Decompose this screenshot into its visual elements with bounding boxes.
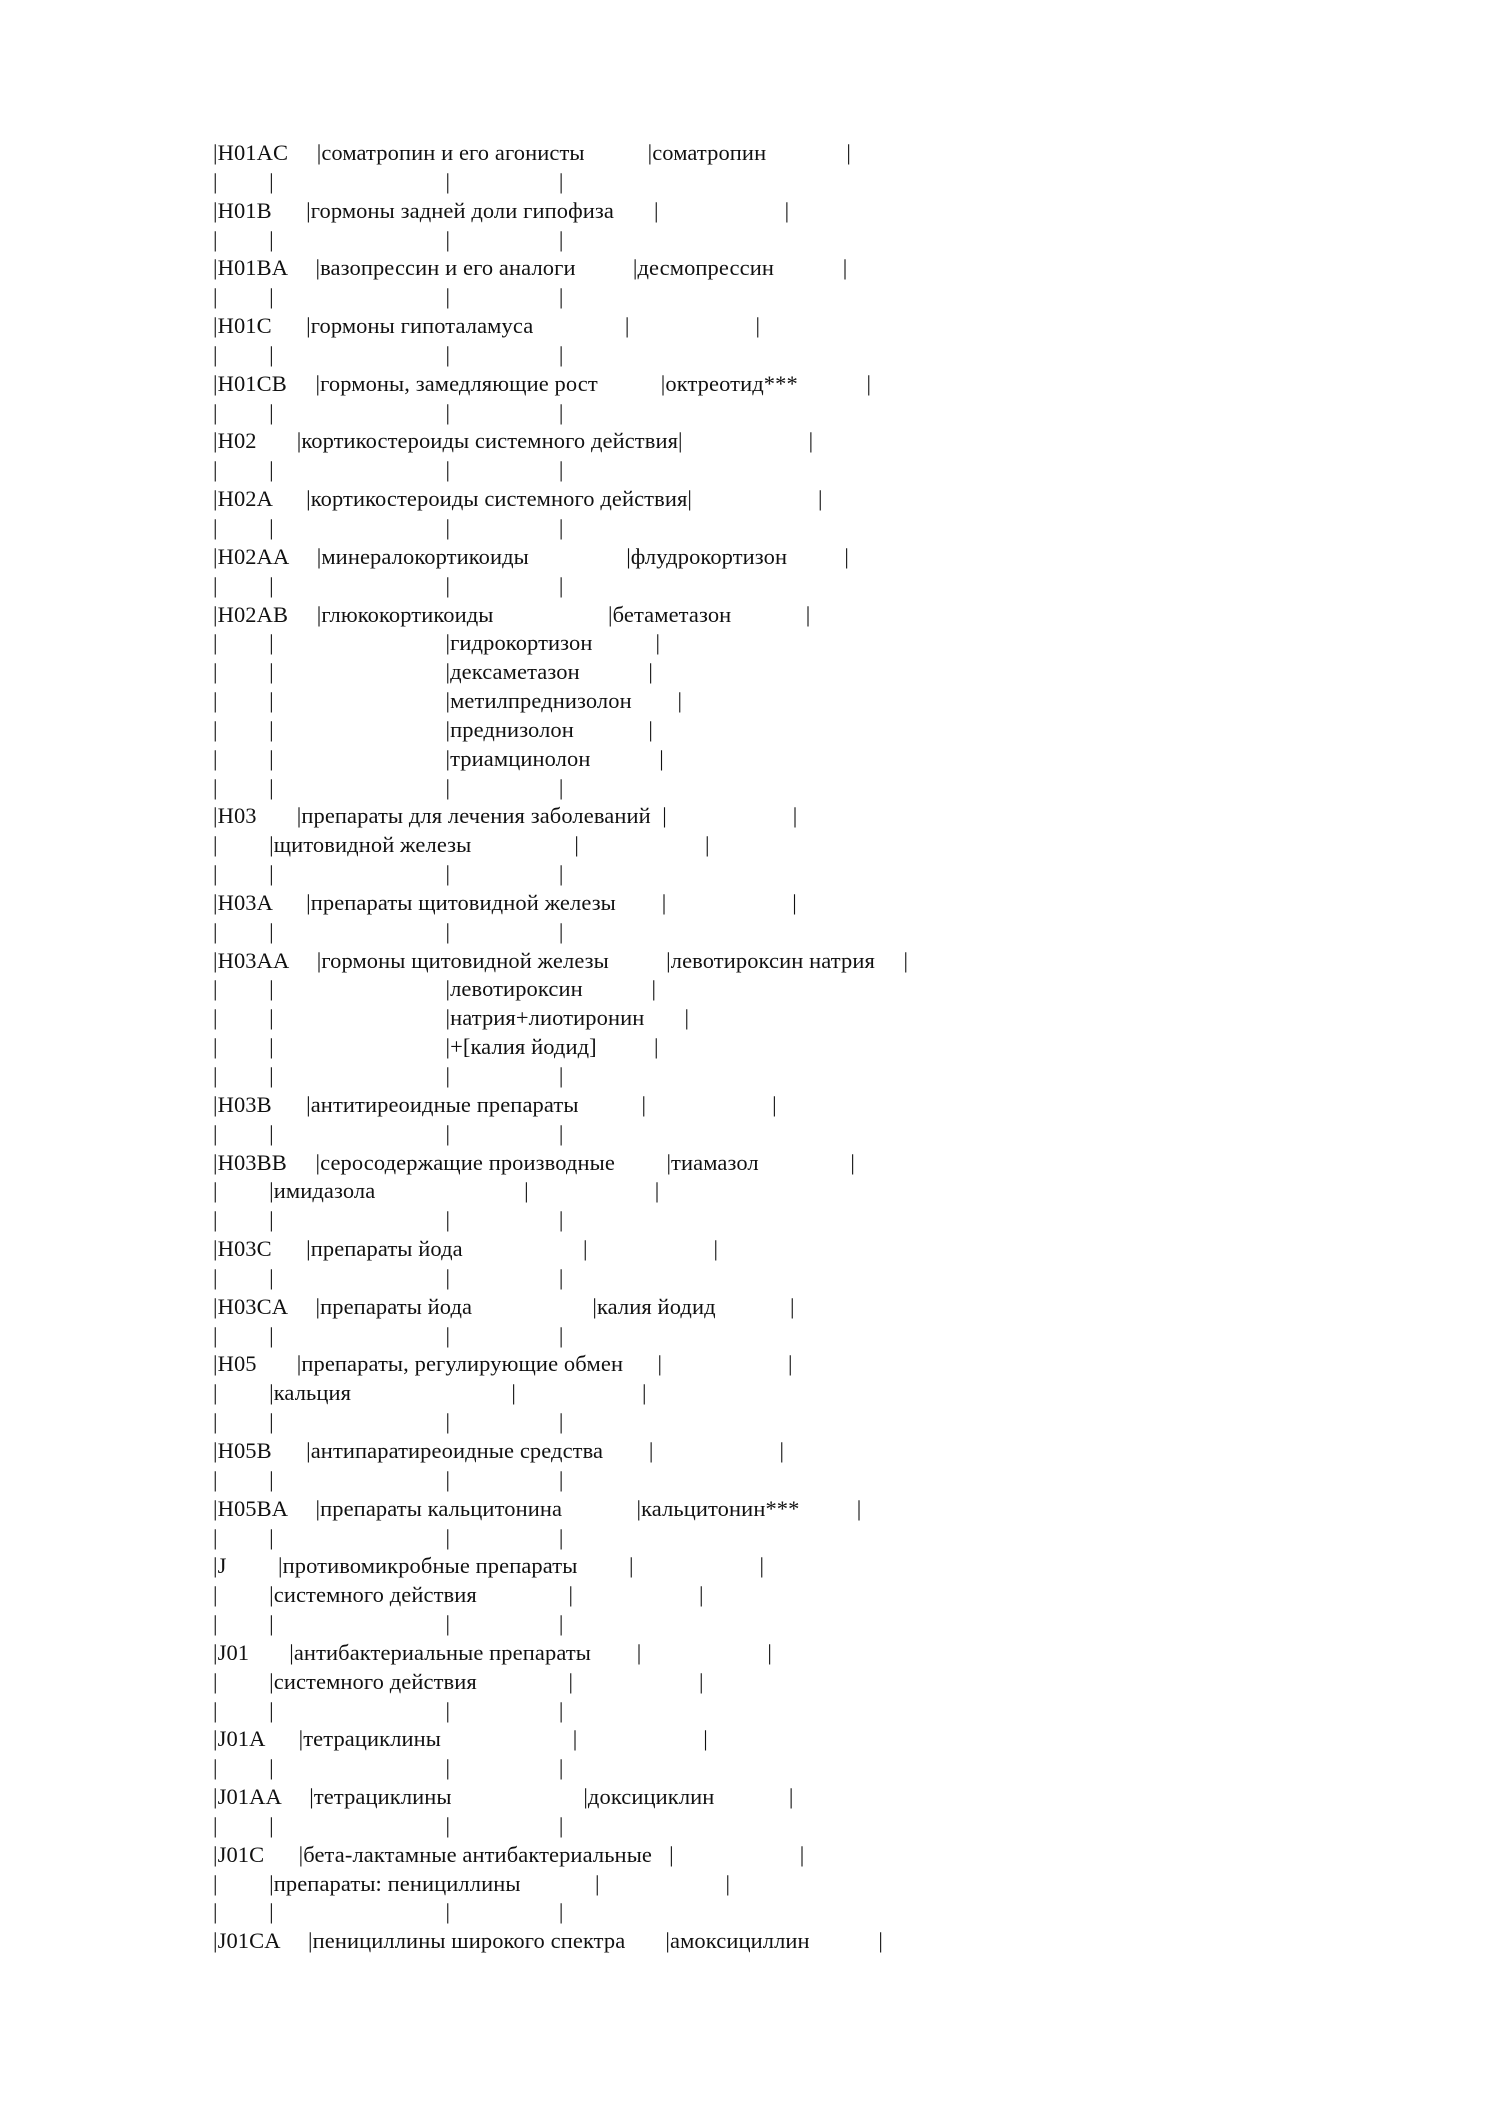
table-line: |J01AA |тетрациклины |доксициклин | (213, 1784, 794, 1810)
table-line: | | |дексаметазон | (213, 659, 654, 685)
table-line: | | | | (213, 1322, 564, 1348)
table-line: | | | | (213, 1120, 564, 1146)
table-line: |H03 |препараты для лечения заболеваний | | (213, 803, 798, 829)
table-line: |H01CB |гормоны, замедляющие рост |октреотид*** | (213, 370, 872, 396)
table-line: | |щитовидной железы | | (213, 832, 710, 858)
table-line: |H01B |гормоны задней доли гипофиза | | (213, 197, 790, 223)
table-line: |H02AB |глюкокортикоиды |бетаметазон | (213, 601, 811, 627)
table-line: | | | | (213, 1063, 564, 1088)
table-line: | | | | (213, 1899, 564, 1925)
table-line: | | | | (213, 861, 564, 887)
table-line: |J01 |антибактериальные препараты | | (213, 1639, 772, 1665)
table-line: |H03C |препараты йода | | (213, 1236, 719, 1262)
table-line: |H01AC |соматропин и его агонисты |соматропин | (213, 140, 851, 165)
table-line: |H03AA |гормоны щитовидной железы |левотироксин натрия | (213, 947, 909, 973)
table-line: |H01BA |вазопрессин и его аналоги |десмопрессин | (213, 255, 848, 281)
table-line: |H02AA |минералокортикоиды |флудрокортизон | (213, 543, 849, 569)
table-line: | | | | (213, 457, 564, 483)
table-line: | | | | (213, 1812, 564, 1838)
table-line: | |системного действия | | (213, 1668, 704, 1694)
table-line: |H03BB |серосодержащие производные |тиамазол | (213, 1149, 855, 1175)
table-line: | | | | (213, 1409, 564, 1435)
table-line: |H03CA |препараты йода |калия йодид | (213, 1293, 795, 1319)
table-line: | | | | (213, 1264, 564, 1290)
drug-classification-table (213, 139, 908, 1956)
table-line: |H03A |препараты щитовидной железы | | (213, 889, 797, 915)
table-line: | | |левотироксин | (213, 976, 657, 1002)
table-line: | | |+[калия йодид] | (213, 1034, 659, 1060)
table-line: | | | | (213, 168, 564, 194)
table-line: | |препараты: пенициллины | | (213, 1870, 731, 1896)
table-line: | | | | (213, 918, 564, 944)
table-line: | | | | (213, 1207, 564, 1233)
table-line: | | |гидрокортизон | (213, 630, 661, 656)
table-line: |J01A |тетрациклины | | (213, 1726, 708, 1752)
table-line: | | |преднизолон | (213, 716, 653, 742)
table-line: | | | | (213, 1697, 564, 1723)
table-line: | |имидазола | | (213, 1178, 660, 1204)
table-line: | | | | (213, 341, 564, 367)
table-line: |H03B |антитиреоидные препараты | | (213, 1091, 777, 1117)
table-line: | |кальция | | (213, 1380, 647, 1406)
table-line: |H05B |антипаратиреоидные средства | | (213, 1437, 785, 1463)
table-line: |H05BA |препараты кальцитонина |кальцитонин*** | (213, 1495, 862, 1521)
table-line: | | | | (213, 514, 564, 540)
table-line: | | | | (213, 774, 564, 800)
table-line: | | |триамцинолон | (213, 745, 664, 771)
table-line: | | |натрия+лиотиронин | (213, 1005, 690, 1031)
table-line: | | | | (213, 1611, 564, 1637)
table-line: | |системного действия | | (213, 1582, 704, 1608)
table-line: |H02A |кортикостероиды системного действия| | (213, 486, 823, 512)
table-line: | | |метилпреднизолон | (213, 688, 683, 714)
table-line: |J |противомикробные препараты | | (213, 1553, 765, 1579)
table-line: | | | | (213, 1466, 564, 1492)
table-line: |H02 |кортикостероиды системного действия| | (213, 428, 814, 454)
table-line: |J01CA |пенициллины широкого спектра |амоксициллин | (213, 1928, 883, 1954)
table-line: | | | | (213, 226, 564, 252)
table-line: | | | | (213, 399, 564, 425)
table-line: |H01C |гормоны гипоталамуса | | (213, 313, 761, 339)
table-line: | | | | (213, 284, 564, 310)
table-line: | | | | (213, 1524, 564, 1550)
table-line: | | | | (213, 572, 564, 598)
table-line: |J01C |бета-лактамные антибактериальные | | (213, 1841, 805, 1867)
table-line: | | | | (213, 1755, 564, 1781)
table-line: |H05 |препараты, регулирующие обмен | | (213, 1351, 793, 1377)
